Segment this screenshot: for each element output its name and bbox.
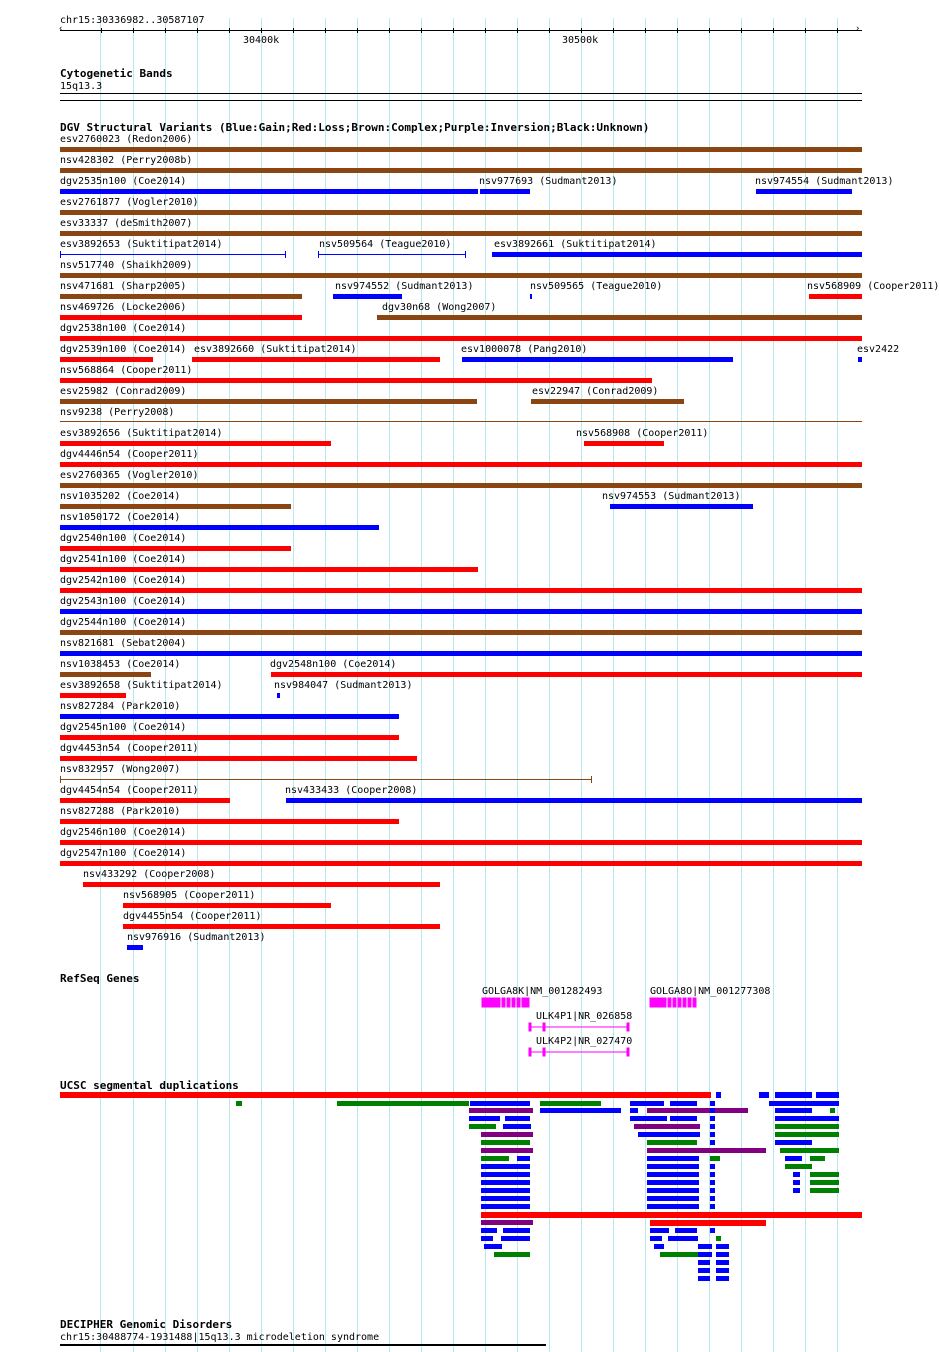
variant-label[interactable]: esv3892653 (Suktitipat2014) <box>60 239 223 250</box>
segdup-bar[interactable] <box>337 1101 469 1106</box>
gene-exon <box>543 1023 545 1031</box>
segdup-bar[interactable] <box>494 1252 530 1257</box>
segdup-bar[interactable] <box>501 1236 530 1241</box>
gene-label[interactable]: ULK4P2|NR_027470 <box>536 1036 633 1047</box>
variant-label[interactable]: dgv2543n100 (Coe2014) <box>60 596 187 607</box>
gene-exon <box>502 998 505 1007</box>
variant-label[interactable]: dgv2539n100 (Coe2014) <box>60 344 187 355</box>
segdup-bar[interactable] <box>540 1101 601 1106</box>
segdup-bar[interactable] <box>481 1172 530 1177</box>
variant-label[interactable]: esv3892660 (Suktitipat2014) <box>194 344 357 355</box>
gene-exon <box>650 998 666 1007</box>
segdup-bar[interactable] <box>481 1228 497 1233</box>
segdup-bar[interactable] <box>810 1180 839 1185</box>
variant-label[interactable]: esv3892661 (Suktitipat2014) <box>494 239 657 250</box>
ruler-tick-label: 30500k <box>562 35 599 46</box>
segdup-bar[interactable] <box>785 1164 812 1169</box>
ruler-left-arrow-icon: ‹ <box>58 24 64 34</box>
variant-label[interactable]: dgv4454n54 (Cooper2011) <box>60 785 199 796</box>
variant-label[interactable]: nsv509564 (Teague2010) <box>319 239 452 250</box>
segdup-bar[interactable] <box>698 1276 710 1281</box>
variant-label[interactable]: nsv1050172 (Coe2014) <box>60 512 181 523</box>
segdup-bar[interactable] <box>710 1180 715 1185</box>
segdup-bar[interactable] <box>647 1108 748 1113</box>
segdup-bar[interactable] <box>716 1268 729 1273</box>
variant-label[interactable]: dgv4453n54 (Cooper2011) <box>60 743 199 754</box>
segdup-bar[interactable] <box>647 1164 699 1169</box>
segdup-bar[interactable] <box>675 1228 697 1233</box>
segdup-bar[interactable] <box>698 1244 712 1249</box>
segdup-bar[interactable] <box>670 1116 697 1121</box>
segdup-bar[interactable] <box>716 1260 729 1265</box>
gene-exon <box>678 998 681 1007</box>
segdup-bar[interactable] <box>236 1101 242 1106</box>
segdup-bar[interactable] <box>469 1116 500 1121</box>
segdup-bar[interactable] <box>698 1268 710 1273</box>
variant-label[interactable]: nsv974553 (Sudmant2013) <box>602 491 741 502</box>
segdup-bar[interactable] <box>60 1092 711 1098</box>
segdup-bar[interactable] <box>716 1252 729 1257</box>
segdup-bar[interactable] <box>793 1188 800 1193</box>
segdup-bar[interactable] <box>630 1108 638 1113</box>
segdup-bar[interactable] <box>710 1116 715 1121</box>
segdup-bar[interactable] <box>630 1101 664 1106</box>
gene-exon <box>529 1023 531 1031</box>
decipher-track-title[interactable]: DECIPHER Genomic Disorders <box>60 1318 233 1331</box>
variant-label[interactable]: nsv469726 (Locke2006) <box>60 302 187 313</box>
segdup-bar[interactable] <box>540 1108 621 1113</box>
variant-label[interactable]: nsv974554 (Sudmant2013) <box>755 176 894 187</box>
variant-label[interactable]: dgv2544n100 (Coe2014) <box>60 617 187 628</box>
segdup-bar[interactable] <box>634 1124 700 1129</box>
variant-label[interactable]: nsv433433 (Cooper2008) <box>285 785 418 796</box>
segdup-bar[interactable] <box>481 1180 530 1185</box>
segdup-bar[interactable] <box>710 1156 720 1161</box>
segdup-bar[interactable] <box>710 1140 715 1145</box>
segdup-bar[interactable] <box>650 1236 662 1241</box>
gene-exon <box>507 998 510 1007</box>
segdup-bar[interactable] <box>775 1116 839 1121</box>
variant-label[interactable]: nsv428302 (Perry2008b) <box>60 155 193 166</box>
variant-label[interactable]: nsv1035202 (Coe2014) <box>60 491 181 502</box>
variant-label[interactable]: esv33337 (deSmith2007) <box>60 218 193 229</box>
segdup-bar[interactable] <box>481 1196 530 1201</box>
variant-label[interactable]: nsv568908 (Cooper2011) <box>576 428 709 439</box>
variant-label[interactable]: dgv30n68 (Wong2007) <box>382 302 497 313</box>
segdup-bar[interactable] <box>647 1196 699 1201</box>
segdup-bar[interactable] <box>698 1260 710 1265</box>
gene-label[interactable]: GOLGA8O|NM_001277308 <box>650 986 771 997</box>
segdup-bar[interactable] <box>793 1180 800 1185</box>
segdup-bar[interactable] <box>710 1188 715 1193</box>
variant-label[interactable]: nsv977693 (Sudmant2013) <box>479 176 618 187</box>
segdup-bar[interactable] <box>650 1220 766 1226</box>
segdup-bar[interactable] <box>481 1140 530 1145</box>
variant-label[interactable]: nsv832957 (Wong2007) <box>60 764 181 775</box>
segdup-bar[interactable] <box>668 1236 698 1241</box>
segdup-bar[interactable] <box>670 1101 697 1106</box>
segdup-bar[interactable] <box>716 1092 721 1098</box>
variant-label[interactable]: esv2760023 (Redon2006) <box>60 134 193 145</box>
dgv-track-title[interactable]: DGV Structural Variants (Blue:Gain;Red:Loss;Brown:Complex;Purple:Inversion;Black:Unknown) <box>60 121 650 134</box>
segdup-bar[interactable] <box>517 1156 530 1161</box>
segdup-bar[interactable] <box>775 1108 812 1113</box>
segdup-bar[interactable] <box>769 1101 839 1106</box>
gene-exon <box>668 998 671 1007</box>
segdup-bar[interactable] <box>481 1212 862 1218</box>
variant-label[interactable]: esv2760365 (Vogler2010) <box>60 470 199 481</box>
segdup-bar[interactable] <box>481 1148 533 1153</box>
segdup-bar[interactable] <box>481 1220 533 1225</box>
variant-label[interactable]: esv1000078 (Pang2010) <box>461 344 588 355</box>
segdup-bar[interactable] <box>830 1108 835 1113</box>
decipher-feature-label[interactable]: chr15:30488774-1931488|15q13.3 microdeletion syndrome <box>60 1332 380 1343</box>
variant-label[interactable]: esv3892656 (Suktitipat2014) <box>60 428 223 439</box>
gene-label[interactable]: ULK4P1|NR_026858 <box>536 1011 633 1022</box>
variant-label[interactable]: esv2422 <box>857 344 900 355</box>
segdup-bar[interactable] <box>710 1124 715 1129</box>
variant-label[interactable]: nsv509565 (Teague2010) <box>530 281 663 292</box>
gene-exon <box>673 998 676 1007</box>
variant-label[interactable]: nsv1038453 (Coe2014) <box>60 659 181 670</box>
refseq-track-title[interactable]: RefSeq Genes <box>60 972 140 985</box>
segdup-bar[interactable] <box>630 1116 667 1121</box>
variant-label[interactable]: nsv568864 (Cooper2011) <box>60 365 193 376</box>
gene-exon <box>627 1048 629 1056</box>
segdup-bar[interactable] <box>710 1101 715 1106</box>
segdup-bar[interactable] <box>481 1156 509 1161</box>
variant-label[interactable]: dgv2547n100 (Coe2014) <box>60 848 187 859</box>
segdup-bar[interactable] <box>780 1148 839 1153</box>
segdup-bar[interactable] <box>710 1228 715 1233</box>
segdup-bar[interactable] <box>810 1172 839 1177</box>
variant-label[interactable]: nsv976916 (Sudmant2013) <box>127 932 266 943</box>
segdup-bar[interactable] <box>650 1228 669 1233</box>
segdup-bar[interactable] <box>716 1244 729 1249</box>
variant-label[interactable]: esv22947 (Conrad2009) <box>532 386 659 397</box>
gene-exon <box>526 998 529 1007</box>
segdup-bar[interactable] <box>647 1156 699 1161</box>
segdup-bar[interactable] <box>469 1108 533 1113</box>
variant-label[interactable]: dgv2535n100 (Coe2014) <box>60 176 187 187</box>
segdup-bar[interactable] <box>469 1124 496 1129</box>
variant-label[interactable]: esv3892658 (Suktitipat2014) <box>60 680 223 691</box>
segdup-bar[interactable] <box>505 1116 530 1121</box>
gene-exon <box>627 1023 629 1031</box>
variant-label[interactable]: nsv568909 (Cooper2011) <box>807 281 939 292</box>
variant-label[interactable]: nsv827288 (Park2010) <box>60 806 181 817</box>
gene-label[interactable]: GOLGA8K|NM_001282493 <box>482 986 603 997</box>
segdup-bar[interactable] <box>481 1236 493 1241</box>
gene-exon <box>543 1048 545 1056</box>
variant-label[interactable]: nsv984047 (Sudmant2013) <box>274 680 413 691</box>
segdup-bar[interactable] <box>759 1092 769 1098</box>
gene-exon <box>693 998 696 1007</box>
segdup-bar[interactable] <box>503 1228 530 1233</box>
gene-exon <box>683 998 686 1007</box>
segdup-bar[interactable] <box>647 1172 699 1177</box>
segdup-bar[interactable] <box>710 1172 715 1177</box>
segdup-bar[interactable] <box>816 1092 839 1098</box>
variant-label[interactable]: esv2761877 (Vogler2010) <box>60 197 199 208</box>
variant-label[interactable]: nsv568905 (Cooper2011) <box>123 890 256 901</box>
variant-label[interactable]: nsv827284 (Park2010) <box>60 701 181 712</box>
segdup-bar[interactable] <box>775 1092 812 1098</box>
segdup-bar[interactable] <box>710 1204 715 1209</box>
segdup-bar[interactable] <box>660 1252 698 1257</box>
gene-exon <box>482 998 500 1007</box>
decipher-feature-bar[interactable] <box>60 1344 546 1346</box>
segdup-bar[interactable] <box>793 1172 800 1177</box>
gene-exon <box>529 1048 531 1056</box>
segdup-bar[interactable] <box>775 1124 839 1129</box>
segdup-bar[interactable] <box>716 1276 729 1281</box>
segdup-bar[interactable] <box>481 1188 530 1193</box>
variant-label[interactable]: esv25982 (Conrad2009) <box>60 386 187 397</box>
segdup-bar[interactable] <box>810 1156 825 1161</box>
ruler-tick-label: 30400k <box>243 35 280 46</box>
gene-exon <box>688 998 691 1007</box>
variant-label[interactable]: nsv974552 (Sudmant2013) <box>335 281 474 292</box>
variant-label[interactable]: dgv4446n54 (Cooper2011) <box>60 449 199 460</box>
cytoband-label: 15q13.3 <box>60 81 103 92</box>
segdup-bar[interactable] <box>470 1101 530 1106</box>
locus-label: chr15:30336982..30587107 <box>60 15 205 26</box>
segdup-bar[interactable] <box>481 1204 530 1209</box>
segdup-bar[interactable] <box>785 1156 802 1161</box>
variant-label[interactable]: dgv2538n100 (Coe2014) <box>60 323 187 334</box>
segdup-bar[interactable] <box>698 1252 712 1257</box>
variant-label[interactable]: dgv2541n100 (Coe2014) <box>60 554 187 565</box>
segdup-bar[interactable] <box>710 1108 715 1113</box>
gene-exon <box>522 998 525 1007</box>
segdup-bar[interactable] <box>775 1140 812 1145</box>
variant-label[interactable]: dgv4455n54 (Cooper2011) <box>123 911 262 922</box>
segdup-bar[interactable] <box>810 1188 839 1193</box>
cytoband-track-title[interactable]: Cytogenetic Bands <box>60 67 173 80</box>
variant-label[interactable]: nsv517740 (Shaikh2009) <box>60 260 193 271</box>
segdup-bar[interactable] <box>647 1148 766 1153</box>
variant-label[interactable]: nsv821681 (Sebat2004) <box>60 638 187 649</box>
variant-label[interactable]: dgv2545n100 (Coe2014) <box>60 722 187 733</box>
segdup-bar[interactable] <box>710 1164 715 1169</box>
segdup-bar[interactable] <box>775 1132 839 1137</box>
segdup-bar[interactable] <box>481 1164 530 1169</box>
segdup-track-title[interactable]: UCSC segmental duplications <box>60 1079 239 1092</box>
segdup-bar[interactable] <box>503 1124 531 1129</box>
gene-exon <box>512 998 515 1007</box>
variant-label[interactable]: dgv2540n100 (Coe2014) <box>60 533 187 544</box>
segdup-bar[interactable] <box>716 1236 721 1241</box>
segdup-bar[interactable] <box>647 1188 699 1193</box>
variant-label[interactable]: nsv433292 (Cooper2008) <box>83 869 216 880</box>
variant-label[interactable]: nsv9238 (Perry2008) <box>60 407 175 418</box>
variant-label[interactable]: dgv2548n100 (Coe2014) <box>270 659 397 670</box>
segdup-bar[interactable] <box>654 1244 664 1249</box>
segdup-bar[interactable] <box>647 1180 699 1185</box>
gene-exon <box>517 998 520 1007</box>
segdup-bar[interactable] <box>647 1204 699 1209</box>
variant-label[interactable]: dgv2542n100 (Coe2014) <box>60 575 187 586</box>
segdup-bar[interactable] <box>481 1132 533 1137</box>
variant-label[interactable]: dgv2546n100 (Coe2014) <box>60 827 187 838</box>
ruler-right-arrow-icon: › <box>855 24 861 34</box>
variant-label[interactable]: nsv471681 (Sharp2005) <box>60 281 187 292</box>
segdup-bar[interactable] <box>710 1132 715 1137</box>
segdup-bar[interactable] <box>647 1140 697 1145</box>
segdup-bar[interactable] <box>638 1132 700 1137</box>
segdup-bar[interactable] <box>484 1244 502 1249</box>
segdup-bar[interactable] <box>710 1196 715 1201</box>
